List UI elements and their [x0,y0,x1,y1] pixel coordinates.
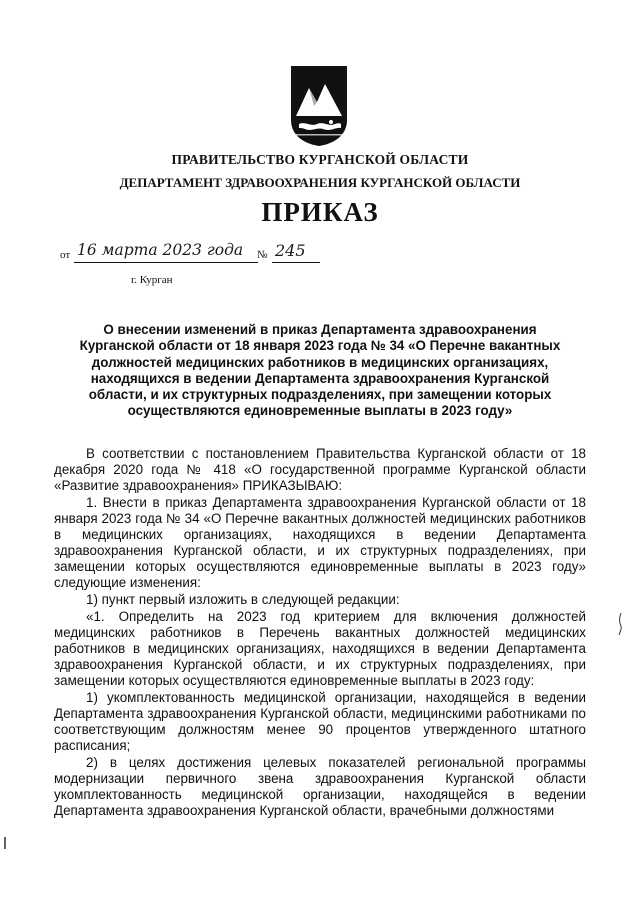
margin-mark [617,612,623,636]
government-name: ПРАВИТЕЛЬСТВО КУРГАНСКОЙ ОБЛАСТИ [171,152,469,167]
department-name: ДЕПАРТАМЕНТ ЗДРАВООХРАНЕНИЯ КУРГАНСКОЙ ОБЛАСТИ [119,175,521,190]
margin-mark [3,836,7,850]
document-body [54,446,586,819]
paragraph: 1. Внести в приказ Департамента здравоохранения Курганской области от 18 января 2023 года № 34 «О Перечне вакантных должностей медицинских работников в медицинских организациях, находящихся в ведении Департамента здравоохранения Курганской области, и их структурных подразделениях, при замещении которых осуществляются единовременные выплаты в 2023 году» следующие изменения: [54,495,586,590]
handwritten-date: 16 марта 2023 года [77,241,244,259]
date-number-line [60,239,380,289]
paragraph: 1) пункт первый изложить в следующей редакции: [86,591,400,607]
handwritten-number: 245 [275,241,306,260]
date-from-label: от [60,249,71,261]
paragraph: 1) укомплектованность медицинской организации, находящейся в ведении Департамента здравоохранения Курганской области, медицинскими работниками по соответствующим должностям менее 90 процентов утвержденного штатного расписания; [54,690,586,753]
city-label: г. Курган [131,274,173,286]
paragraph: В соответствии с постановлением Правительства Курганской области от 18 декабря 2020 года № 418 «О государственной программе Курганской области «Развитие здравоохранения» ПРИКАЗЫВАЮ: [54,446,586,493]
document-type-heading: ПРИКАЗ [261,197,379,227]
paragraph: «1. Определить на 2023 год критерием для включения должностей медицинских работников в Перечень вакантных должностей медицинских работников в медицинских организациях, находящихся в ведении Департамента здравоохранения Курганской области, и их структурных подразделениях, при замещении которых осуществляются единовременные выплаты в 2023 году: [54,609,586,688]
number-underline [272,262,320,263]
document-title: О внесении изменений в приказ Департамента здравоохранения Курганской области от 18 января 2023 года № 34 «О Перечне вакантных должностей медицинских работников в медицинских организациях, находящихся в ведении Департамента здравоохранения Курганской области, и их структурных подразделениях, при замещении которых осуществляются единовременные выплаты в 2023 году» [79,322,561,419]
date-underline [74,262,258,263]
number-label: № [257,249,268,261]
coat-of-arms-icon [287,64,351,148]
paragraph: 2) в целях достижения целевых показателей региональной программы модернизации первичного звена здравоохранения Курганской области укомплектованность медицинской организации, находящейся в ведении Департамента здравоохранения Курганской области, врачебными должностями [54,755,586,818]
